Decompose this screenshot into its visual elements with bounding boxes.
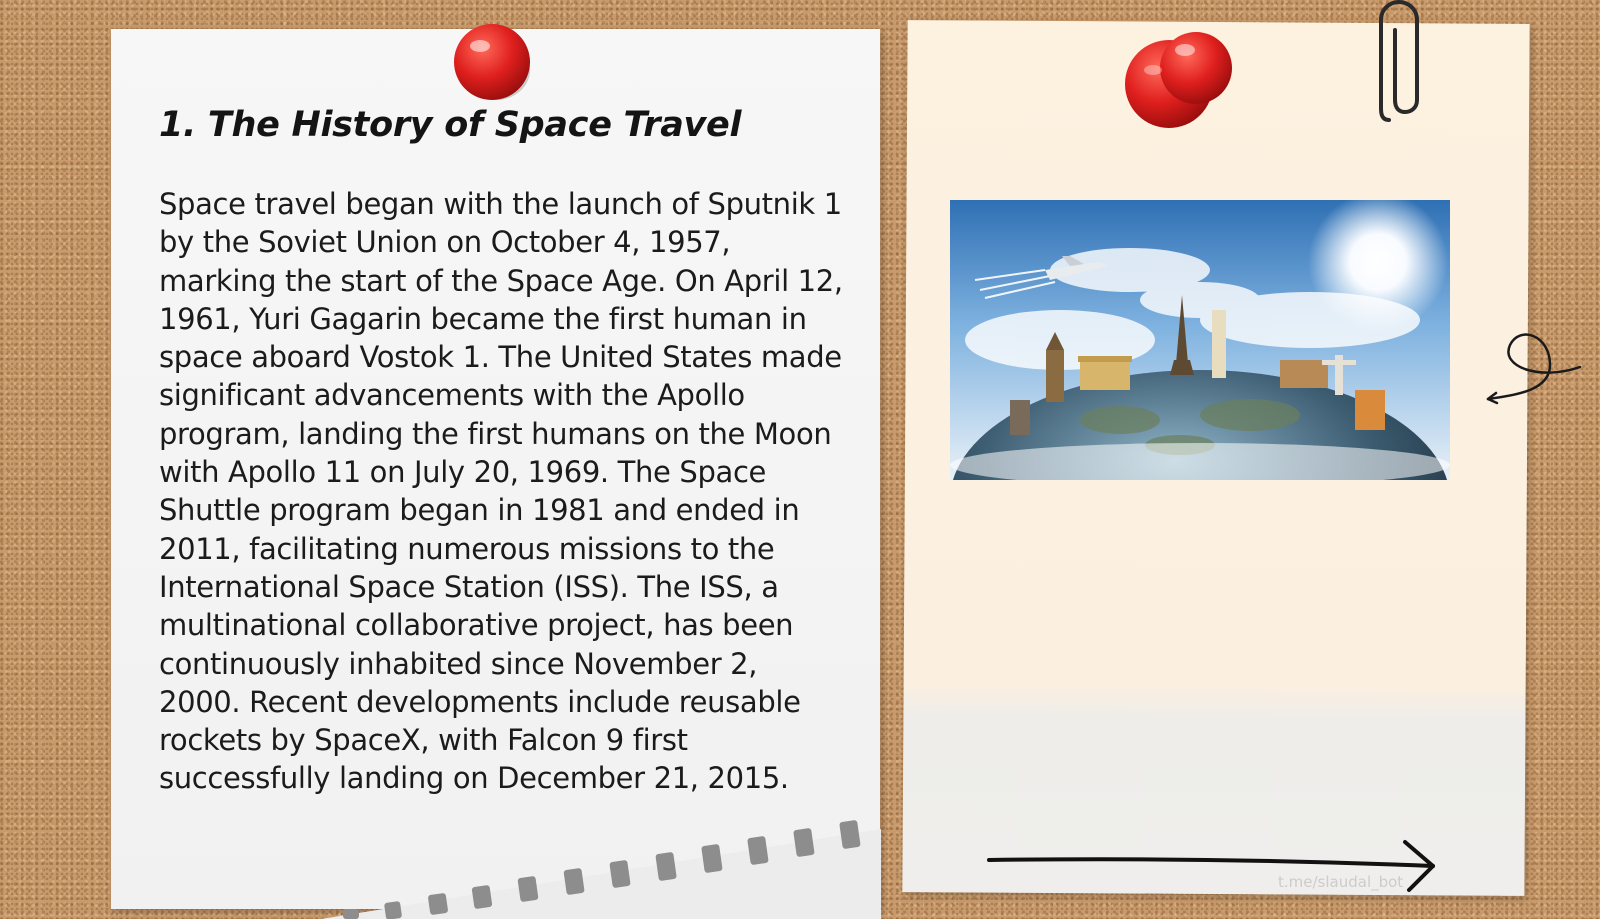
slide-title: 1. The History of Space Travel [159, 105, 742, 145]
watermark-text: t.me/slaudal_bot [1278, 873, 1404, 891]
paperclip-icon [1377, 0, 1421, 125]
text-note-paper [111, 29, 880, 909]
swirl-doodle-icon [1480, 315, 1600, 405]
pushpin-icon [1123, 30, 1243, 130]
torn-paper-strip [321, 799, 881, 919]
travel-landmarks-image [950, 200, 1450, 480]
pushpin-icon [452, 22, 534, 104]
slide-body-text: Space travel began with the launch of Sputnik 1 by the Soviet Union on October 4, 1957, marking the start of the Space Age. On April 12, 1961, Yuri Gagarin became the first human in space aboard Vostok 1. The United States made significant advancements with the Apollo program, landing the first humans on the Moon with Apollo 11 on July 20, 1969. The Space Shuttle program began in 1981 and ended in 2011, facilitating numerous missions to the International Space Station (ISS). The ISS, a multinational collaborative project, has been continuously inhabited since November 2, 2000. Recent developments include reusable rockets by SpaceX, with Falcon 9 first successfully landing on December 21, 2015. [159, 187, 843, 796]
